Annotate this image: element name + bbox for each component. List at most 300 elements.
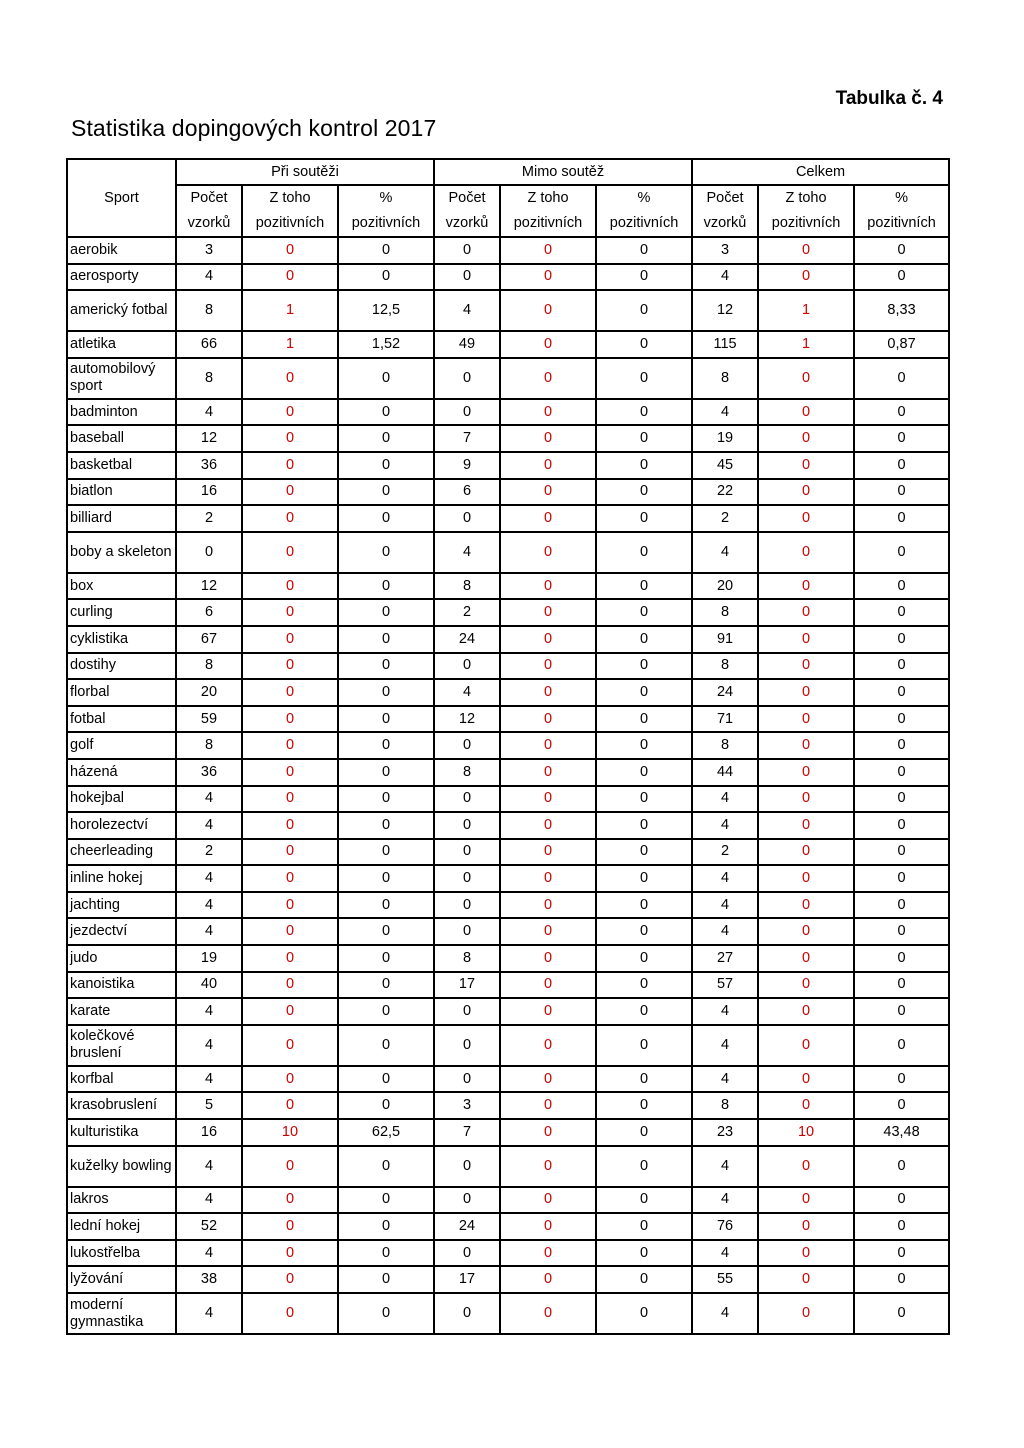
doping-stats-table [66, 158, 950, 1335]
cell-sport: box [67, 573, 176, 600]
cell-sport: jachting [67, 892, 176, 919]
cell-in-positive: 0 [242, 237, 338, 264]
cell-out-percent: 0 [596, 452, 692, 479]
cell-in-positive: 0 [242, 1092, 338, 1119]
cell-sport: lukostřelba [67, 1240, 176, 1267]
table-row [67, 653, 949, 680]
cell-out-percent: 0 [596, 237, 692, 264]
cell-out-count: 0 [434, 918, 500, 945]
cell-in-positive: 0 [242, 505, 338, 532]
header-percent-sub: pozitivních [596, 211, 692, 237]
cell-total-count: 24 [692, 679, 758, 706]
header-sport: Sport [67, 159, 176, 237]
cell-total-positive: 0 [758, 1066, 854, 1093]
cell-in-positive: 0 [242, 972, 338, 999]
cell-sport: horolezectví [67, 812, 176, 839]
cell-in-percent: 0 [338, 706, 434, 733]
cell-out-count: 0 [434, 1066, 500, 1093]
cell-total-percent: 0 [854, 972, 949, 999]
cell-total-positive: 0 [758, 264, 854, 291]
cell-total-positive: 0 [758, 732, 854, 759]
cell-out-count: 0 [434, 892, 500, 919]
cell-total-count: 2 [692, 505, 758, 532]
cell-in-percent: 0 [338, 264, 434, 291]
cell-total-count: 22 [692, 479, 758, 506]
cell-total-percent: 0 [854, 479, 949, 506]
cell-out-count: 0 [434, 865, 500, 892]
cell-total-count: 4 [692, 1066, 758, 1093]
table-row [67, 237, 949, 264]
cell-out-count: 49 [434, 331, 500, 358]
cell-out-count: 3 [434, 1092, 500, 1119]
cell-total-positive: 0 [758, 599, 854, 626]
cell-sport: inline hokej [67, 865, 176, 892]
table-row [67, 331, 949, 358]
cell-out-percent: 0 [596, 425, 692, 452]
cell-total-percent: 0 [854, 626, 949, 653]
cell-total-percent: 0 [854, 1066, 949, 1093]
table-row [67, 452, 949, 479]
cell-total-count: 23 [692, 1119, 758, 1146]
cell-out-percent: 0 [596, 892, 692, 919]
cell-out-count: 0 [434, 839, 500, 866]
header-positive: Z toho [242, 185, 338, 211]
cell-total-positive: 10 [758, 1119, 854, 1146]
cell-total-count: 4 [692, 786, 758, 813]
cell-in-count: 0 [176, 532, 242, 573]
cell-in-count: 59 [176, 706, 242, 733]
cell-out-positive: 0 [500, 892, 596, 919]
cell-in-positive: 0 [242, 452, 338, 479]
cell-total-positive: 0 [758, 1213, 854, 1240]
cell-out-count: 0 [434, 1025, 500, 1066]
cell-out-count: 12 [434, 706, 500, 733]
cell-in-count: 4 [176, 1187, 242, 1214]
cell-total-count: 4 [692, 1025, 758, 1066]
cell-out-percent: 0 [596, 599, 692, 626]
cell-out-percent: 0 [596, 1146, 692, 1187]
cell-out-positive: 0 [500, 918, 596, 945]
cell-total-count: 8 [692, 1092, 758, 1119]
cell-total-positive: 0 [758, 653, 854, 680]
cell-sport: billiard [67, 505, 176, 532]
cell-total-percent: 0 [854, 653, 949, 680]
header-count-sub: vzorků [176, 211, 242, 237]
cell-out-count: 0 [434, 1240, 500, 1267]
cell-sport: cheerleading [67, 839, 176, 866]
cell-total-percent: 0 [854, 505, 949, 532]
cell-out-positive: 0 [500, 945, 596, 972]
cell-out-count: 0 [434, 1293, 500, 1334]
cell-sport: moderní gymnastika [67, 1293, 176, 1334]
cell-total-percent: 0 [854, 1025, 949, 1066]
cell-sport: kulturistika [67, 1119, 176, 1146]
cell-total-percent: 0 [854, 358, 949, 399]
cell-out-percent: 0 [596, 399, 692, 426]
header-percent: % [596, 185, 692, 211]
cell-in-percent: 0 [338, 1066, 434, 1093]
cell-total-count: 19 [692, 425, 758, 452]
cell-sport: jezdectví [67, 918, 176, 945]
cell-in-percent: 1,52 [338, 331, 434, 358]
cell-total-percent: 0 [854, 264, 949, 291]
cell-out-count: 9 [434, 452, 500, 479]
cell-total-count: 45 [692, 452, 758, 479]
cell-in-percent: 0 [338, 1240, 434, 1267]
table-row [67, 1213, 949, 1240]
cell-in-percent: 0 [338, 812, 434, 839]
cell-total-count: 4 [692, 264, 758, 291]
cell-out-percent: 0 [596, 1119, 692, 1146]
cell-in-count: 5 [176, 1092, 242, 1119]
cell-total-positive: 0 [758, 1025, 854, 1066]
cell-sport: cyklistika [67, 626, 176, 653]
cell-total-count: 8 [692, 653, 758, 680]
cell-out-percent: 0 [596, 505, 692, 532]
header-count-sub: vzorků [434, 211, 500, 237]
cell-in-positive: 0 [242, 786, 338, 813]
cell-in-positive: 0 [242, 1240, 338, 1267]
cell-total-positive: 0 [758, 972, 854, 999]
cell-in-positive: 0 [242, 1213, 338, 1240]
cell-total-percent: 0 [854, 237, 949, 264]
cell-out-positive: 0 [500, 786, 596, 813]
cell-total-positive: 0 [758, 479, 854, 506]
cell-in-percent: 0 [338, 358, 434, 399]
cell-out-count: 17 [434, 972, 500, 999]
cell-out-count: 24 [434, 1213, 500, 1240]
cell-sport: házená [67, 759, 176, 786]
cell-in-percent: 0 [338, 1146, 434, 1187]
cell-out-count: 0 [434, 1146, 500, 1187]
cell-total-percent: 0,87 [854, 331, 949, 358]
cell-in-count: 8 [176, 358, 242, 399]
cell-in-percent: 0 [338, 573, 434, 600]
cell-in-count: 8 [176, 290, 242, 331]
cell-in-percent: 0 [338, 1025, 434, 1066]
cell-out-percent: 0 [596, 1187, 692, 1214]
cell-out-count: 0 [434, 399, 500, 426]
cell-out-percent: 0 [596, 839, 692, 866]
cell-out-positive: 0 [500, 1025, 596, 1066]
cell-total-percent: 0 [854, 998, 949, 1025]
cell-out-positive: 0 [500, 1240, 596, 1267]
cell-in-percent: 0 [338, 425, 434, 452]
cell-in-count: 36 [176, 759, 242, 786]
cell-total-positive: 0 [758, 759, 854, 786]
cell-out-percent: 0 [596, 1293, 692, 1334]
cell-total-positive: 0 [758, 812, 854, 839]
cell-out-percent: 0 [596, 1240, 692, 1267]
cell-out-positive: 0 [500, 290, 596, 331]
cell-total-percent: 0 [854, 918, 949, 945]
cell-in-count: 3 [176, 237, 242, 264]
cell-total-count: 20 [692, 573, 758, 600]
cell-in-count: 4 [176, 1025, 242, 1066]
cell-sport: aerobik [67, 237, 176, 264]
cell-in-positive: 0 [242, 1146, 338, 1187]
table-row [67, 1240, 949, 1267]
cell-in-positive: 0 [242, 599, 338, 626]
cell-out-count: 0 [434, 264, 500, 291]
cell-in-count: 16 [176, 479, 242, 506]
cell-total-count: 4 [692, 1187, 758, 1214]
table-row [67, 1119, 949, 1146]
cell-in-count: 12 [176, 425, 242, 452]
table-row [67, 1146, 949, 1187]
cell-total-count: 3 [692, 237, 758, 264]
cell-out-count: 24 [434, 626, 500, 653]
cell-total-percent: 0 [854, 839, 949, 866]
cell-out-positive: 0 [500, 399, 596, 426]
cell-total-count: 8 [692, 358, 758, 399]
cell-in-count: 2 [176, 505, 242, 532]
table-row [67, 626, 949, 653]
cell-in-percent: 0 [338, 1293, 434, 1334]
cell-out-percent: 0 [596, 1213, 692, 1240]
cell-in-count: 4 [176, 1146, 242, 1187]
cell-in-positive: 1 [242, 331, 338, 358]
cell-in-count: 4 [176, 998, 242, 1025]
cell-total-count: 4 [692, 1240, 758, 1267]
cell-sport: karate [67, 998, 176, 1025]
cell-in-count: 40 [176, 972, 242, 999]
table-row [67, 358, 949, 399]
cell-in-percent: 0 [338, 452, 434, 479]
cell-total-count: 71 [692, 706, 758, 733]
cell-total-positive: 0 [758, 237, 854, 264]
cell-in-positive: 0 [242, 732, 338, 759]
cell-total-count: 27 [692, 945, 758, 972]
cell-out-positive: 0 [500, 839, 596, 866]
cell-total-percent: 0 [854, 1266, 949, 1293]
cell-total-percent: 0 [854, 1240, 949, 1267]
cell-in-positive: 0 [242, 425, 338, 452]
table-row [67, 679, 949, 706]
cell-out-positive: 0 [500, 532, 596, 573]
cell-out-count: 2 [434, 599, 500, 626]
cell-total-count: 44 [692, 759, 758, 786]
cell-in-percent: 12,5 [338, 290, 434, 331]
cell-total-count: 55 [692, 1266, 758, 1293]
cell-in-positive: 0 [242, 679, 338, 706]
cell-out-positive: 0 [500, 358, 596, 399]
cell-total-percent: 0 [854, 892, 949, 919]
cell-in-positive: 0 [242, 839, 338, 866]
cell-out-percent: 0 [596, 573, 692, 600]
cell-in-positive: 0 [242, 626, 338, 653]
header-percent: % [338, 185, 434, 211]
table-row [67, 1187, 949, 1214]
cell-in-positive: 0 [242, 812, 338, 839]
table-row [67, 839, 949, 866]
table-row [67, 786, 949, 813]
cell-in-count: 12 [176, 573, 242, 600]
table-row [67, 599, 949, 626]
cell-sport: atletika [67, 331, 176, 358]
table-row [67, 573, 949, 600]
table-row [67, 290, 949, 331]
cell-in-positive: 0 [242, 358, 338, 399]
cell-in-positive: 0 [242, 998, 338, 1025]
cell-out-percent: 0 [596, 1092, 692, 1119]
table-row [67, 1293, 949, 1334]
cell-in-percent: 0 [338, 532, 434, 573]
table-row [67, 532, 949, 573]
cell-out-percent: 0 [596, 786, 692, 813]
cell-total-percent: 0 [854, 1146, 949, 1187]
cell-out-count: 4 [434, 679, 500, 706]
cell-out-percent: 0 [596, 972, 692, 999]
table-row [67, 759, 949, 786]
cell-total-count: 2 [692, 839, 758, 866]
cell-out-count: 8 [434, 759, 500, 786]
cell-total-percent: 0 [854, 452, 949, 479]
cell-out-percent: 0 [596, 706, 692, 733]
cell-total-percent: 0 [854, 1293, 949, 1334]
cell-out-positive: 0 [500, 1119, 596, 1146]
table-row [67, 505, 949, 532]
table-row [67, 865, 949, 892]
cell-sport: florbal [67, 679, 176, 706]
cell-total-positive: 0 [758, 1187, 854, 1214]
header-group-total: Celkem [692, 159, 949, 185]
cell-out-positive: 0 [500, 452, 596, 479]
cell-total-count: 8 [692, 732, 758, 759]
cell-in-positive: 0 [242, 1025, 338, 1066]
cell-out-count: 0 [434, 1187, 500, 1214]
cell-sport: biatlon [67, 479, 176, 506]
cell-sport: aerosporty [67, 264, 176, 291]
cell-out-percent: 0 [596, 331, 692, 358]
cell-out-count: 0 [434, 786, 500, 813]
cell-in-positive: 0 [242, 573, 338, 600]
cell-in-positive: 0 [242, 759, 338, 786]
cell-in-count: 6 [176, 599, 242, 626]
cell-in-count: 4 [176, 1066, 242, 1093]
cell-total-percent: 0 [854, 399, 949, 426]
cell-in-positive: 1 [242, 290, 338, 331]
cell-in-percent: 0 [338, 399, 434, 426]
header-percent-sub: pozitivních [854, 211, 949, 237]
cell-out-percent: 0 [596, 998, 692, 1025]
cell-total-positive: 0 [758, 892, 854, 919]
cell-total-positive: 0 [758, 1092, 854, 1119]
cell-total-percent: 43,48 [854, 1119, 949, 1146]
table-row [67, 812, 949, 839]
cell-in-count: 19 [176, 945, 242, 972]
table-row [67, 998, 949, 1025]
cell-in-percent: 62,5 [338, 1119, 434, 1146]
cell-total-percent: 0 [854, 573, 949, 600]
table-row [67, 1066, 949, 1093]
table-row [67, 732, 949, 759]
cell-out-positive: 0 [500, 237, 596, 264]
cell-total-positive: 0 [758, 865, 854, 892]
cell-total-count: 115 [692, 331, 758, 358]
cell-in-count: 4 [176, 892, 242, 919]
cell-out-positive: 0 [500, 573, 596, 600]
cell-in-percent: 0 [338, 892, 434, 919]
cell-in-positive: 0 [242, 865, 338, 892]
cell-in-percent: 0 [338, 599, 434, 626]
cell-total-positive: 0 [758, 1146, 854, 1187]
cell-in-count: 4 [176, 1293, 242, 1334]
cell-in-percent: 0 [338, 679, 434, 706]
cell-total-percent: 0 [854, 786, 949, 813]
cell-out-count: 0 [434, 732, 500, 759]
cell-in-percent: 0 [338, 1187, 434, 1214]
cell-total-count: 91 [692, 626, 758, 653]
cell-in-percent: 0 [338, 918, 434, 945]
table-row [67, 479, 949, 506]
table-row [67, 425, 949, 452]
cell-sport: automobilový sport [67, 358, 176, 399]
cell-total-percent: 0 [854, 706, 949, 733]
cell-total-percent: 0 [854, 1213, 949, 1240]
cell-in-count: 8 [176, 732, 242, 759]
table-row [67, 1266, 949, 1293]
cell-in-positive: 0 [242, 918, 338, 945]
cell-sport: lyžování [67, 1266, 176, 1293]
cell-total-count: 57 [692, 972, 758, 999]
table-row [67, 918, 949, 945]
cell-in-percent: 0 [338, 1092, 434, 1119]
cell-out-positive: 0 [500, 653, 596, 680]
cell-total-count: 4 [692, 1293, 758, 1334]
header-group-out-of-competition: Mimo soutěž [434, 159, 692, 185]
cell-in-count: 4 [176, 865, 242, 892]
cell-out-percent: 0 [596, 918, 692, 945]
cell-total-percent: 0 [854, 599, 949, 626]
cell-out-positive: 0 [500, 1266, 596, 1293]
cell-out-positive: 0 [500, 732, 596, 759]
cell-total-positive: 0 [758, 918, 854, 945]
cell-total-count: 4 [692, 812, 758, 839]
cell-sport: lakros [67, 1187, 176, 1214]
cell-in-positive: 0 [242, 1066, 338, 1093]
header-count: Počet [434, 185, 500, 211]
cell-sport: boby a skeleton [67, 532, 176, 573]
cell-out-positive: 0 [500, 1187, 596, 1214]
cell-out-count: 0 [434, 237, 500, 264]
table-number-label: Tabulka č. 4 [835, 88, 943, 109]
cell-out-count: 8 [434, 945, 500, 972]
cell-out-positive: 0 [500, 425, 596, 452]
cell-in-count: 8 [176, 653, 242, 680]
table-body [67, 237, 949, 1334]
cell-in-count: 4 [176, 1240, 242, 1267]
cell-in-percent: 0 [338, 1266, 434, 1293]
cell-in-percent: 0 [338, 626, 434, 653]
cell-out-positive: 0 [500, 626, 596, 653]
cell-total-positive: 0 [758, 945, 854, 972]
cell-out-positive: 0 [500, 679, 596, 706]
cell-out-percent: 0 [596, 865, 692, 892]
cell-total-count: 4 [692, 998, 758, 1025]
cell-in-percent: 0 [338, 732, 434, 759]
cell-in-positive: 0 [242, 264, 338, 291]
table-row [67, 399, 949, 426]
cell-out-positive: 0 [500, 599, 596, 626]
cell-out-positive: 0 [500, 1066, 596, 1093]
cell-sport: fotbal [67, 706, 176, 733]
cell-in-percent: 0 [338, 839, 434, 866]
cell-total-positive: 0 [758, 786, 854, 813]
cell-total-percent: 0 [854, 1092, 949, 1119]
cell-total-count: 4 [692, 918, 758, 945]
cell-in-positive: 0 [242, 1266, 338, 1293]
